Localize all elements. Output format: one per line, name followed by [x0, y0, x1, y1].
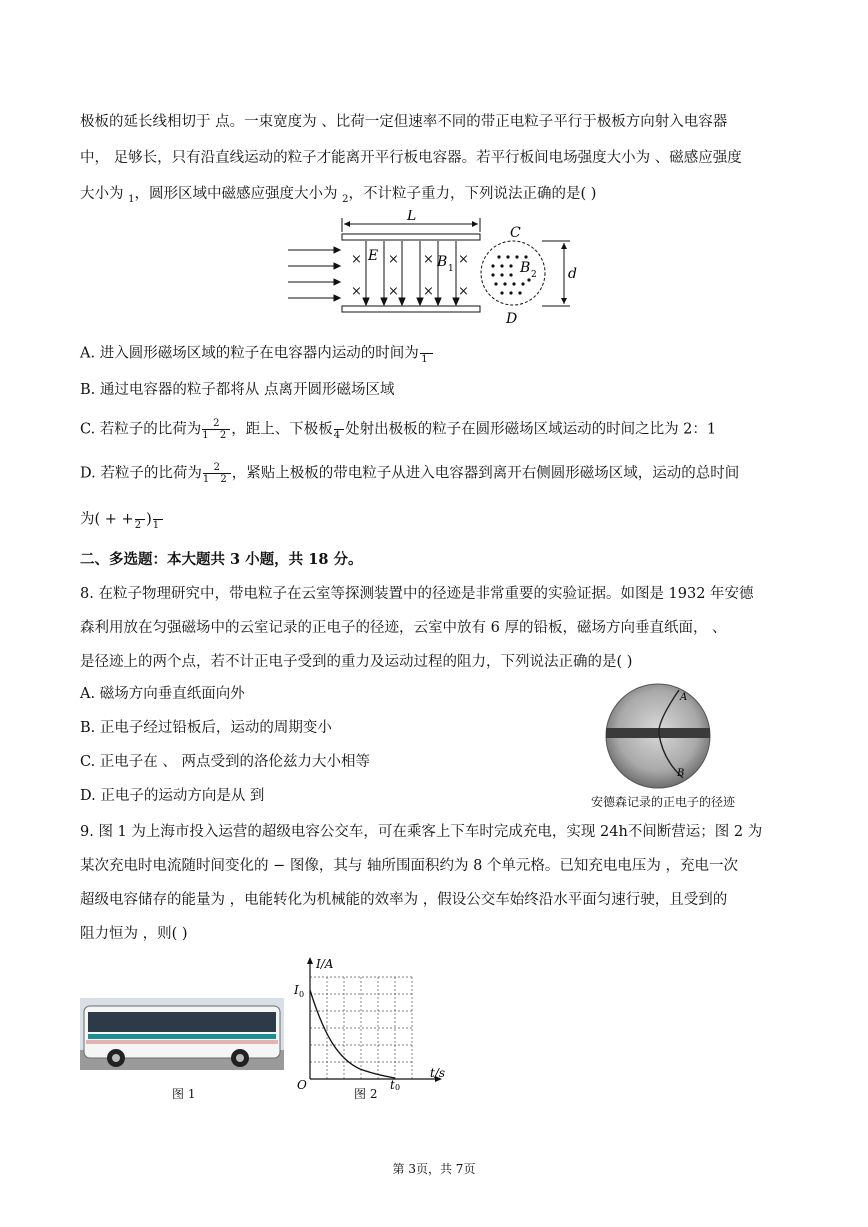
- graph-y-tick-i0: I: [294, 983, 299, 997]
- q7-option-d-cont: 为( + + 2 ) 1: [80, 508, 164, 531]
- label-B1: B: [437, 254, 448, 270]
- q7-text-line2: 中， 足够长，只有沿直线运动的粒子才能离开平行板电容器。若平行板间电场强度大小为 、磁感应强度: [80, 150, 742, 166]
- label-point-a: A: [680, 692, 688, 703]
- current-time-graph: [290, 955, 450, 1090]
- label-B2-sub: 2: [531, 270, 537, 280]
- q8-text-line2: 森利用放在匀强磁场中的云室记录的正电子的径迹，云室中放有 6 厚的铅板，磁场方向垂直纸面， 、: [80, 620, 727, 636]
- label-d: d: [568, 266, 577, 282]
- q8-option-a: A. 磁场方向垂直纸面向外: [80, 686, 245, 702]
- svg-text:×: ×: [351, 284, 362, 299]
- cloud-chamber-photo: [603, 682, 713, 790]
- label-B2: B: [520, 260, 531, 276]
- svg-text:×: ×: [351, 252, 362, 267]
- graph-origin: O: [297, 1078, 307, 1090]
- svg-text:×: ×: [388, 284, 399, 299]
- q7-option-b: B. 通过电容器的粒子都将从 点离开圆形磁场区域: [80, 382, 395, 398]
- q7-option-d: D. 若粒子的比荷为 $\frac{2}{1 2}$ ，紧贴上极板的带电粒子从进入电容器到离开右侧圆形磁场区域，运动的总时间: [80, 462, 740, 485]
- q7-text-line1: 极板的延长线相切于 点。一束宽度为 、比荷一定但速率不同的带正电粒子平行于极板方向射入电容器: [80, 114, 728, 130]
- q9-text-line4: 阻力恒为 ，则( ): [80, 926, 188, 942]
- q9-text-line1: 9. 图 1 为上海市投入运营的超级电容公交车，可在乘客上下车时完成充电，实现 24h不间断营运；图 2 为: [80, 824, 763, 840]
- q8-photo-caption: 安德森记录的正电子的径迹: [591, 795, 736, 809]
- label-D: D: [506, 311, 518, 327]
- graph-xlabel: t/s: [430, 1066, 446, 1080]
- incoming-beam-arrows: [288, 247, 340, 301]
- label-point-b: B: [677, 768, 685, 779]
- q7-option-c: C. 若粒子的比荷为 $\frac{2}{1 2}$ ，距上、下极板 4 处射出极板的粒子在圆形磁场区域运动的时间之比为 2：1: [80, 418, 717, 441]
- graph-y-tick-i0-sub: 0: [299, 990, 305, 999]
- label-B1-sub: 1: [448, 264, 454, 274]
- label-E: E: [368, 248, 379, 264]
- label-L: L: [407, 210, 417, 224]
- q7-text-line3: 大小为 $_1$，圆形区域中磁感应强度大小为 $_2$，不计粒子重力，下列说法正确的是( ): [80, 186, 597, 205]
- svg-text:×: ×: [388, 252, 399, 267]
- graph-grid: [310, 977, 412, 1079]
- label-C: C: [510, 225, 521, 241]
- q8-option-c: C. 正电子在 、 两点受到的洛伦兹力大小相等: [80, 754, 371, 770]
- bus-photo: [80, 998, 284, 1070]
- capacitor-field-figure: [280, 210, 580, 330]
- svg-text:×: ×: [423, 284, 434, 299]
- svg-text:×: ×: [458, 284, 469, 299]
- fig2-caption: 图 2: [354, 1087, 378, 1101]
- q8-text-line3: 是径迹上的两个点，若不计正电子受到的重力及运动过程的阻力，下列说法正确的是( ): [80, 654, 633, 670]
- page-footer: 第 3页，共 7页: [392, 1162, 476, 1176]
- q8-option-b: B. 正电子经过铅板后，运动的周期变小: [80, 720, 332, 736]
- graph-ylabel: I/A: [316, 957, 334, 971]
- q9-text-line3: 超级电容储存的能量为 ，电能转化为机械能的效率为 ，假设公交车始终沿水平面匀速行驶，且受到的: [80, 892, 728, 908]
- q9-text-line2: 某次充电时电流随时间变化的 − 图像，其与 轴所围面积约为 8 个单元格。已知充电电压为 ，充电一次: [80, 858, 739, 874]
- graph-x-tick-t0-sub: 0: [395, 1083, 401, 1090]
- q8-option-d: D. 正电子的运动方向是从 到: [80, 788, 265, 804]
- section-heading-multiple-choice: 二、多选题：本大题共 3 小题，共 18 分。: [80, 551, 363, 568]
- q8-text-line1: 8. 在粒子物理研究中，带电粒子在云室等探测装置中的径迹是非常重要的实验证据。如图是 1932 年安德: [80, 586, 754, 602]
- fig1-caption: 图 1: [172, 1087, 196, 1101]
- lead-plate: [606, 728, 710, 738]
- current-decay-curve: [310, 990, 395, 1078]
- svg-text:×: ×: [458, 252, 469, 267]
- graph-x-tick-t0: t: [390, 1078, 395, 1090]
- q7-option-a: A. 进入圆形磁场区域的粒子在电容器内运动的时间为 1: [80, 342, 434, 365]
- svg-text:×: ×: [423, 252, 434, 267]
